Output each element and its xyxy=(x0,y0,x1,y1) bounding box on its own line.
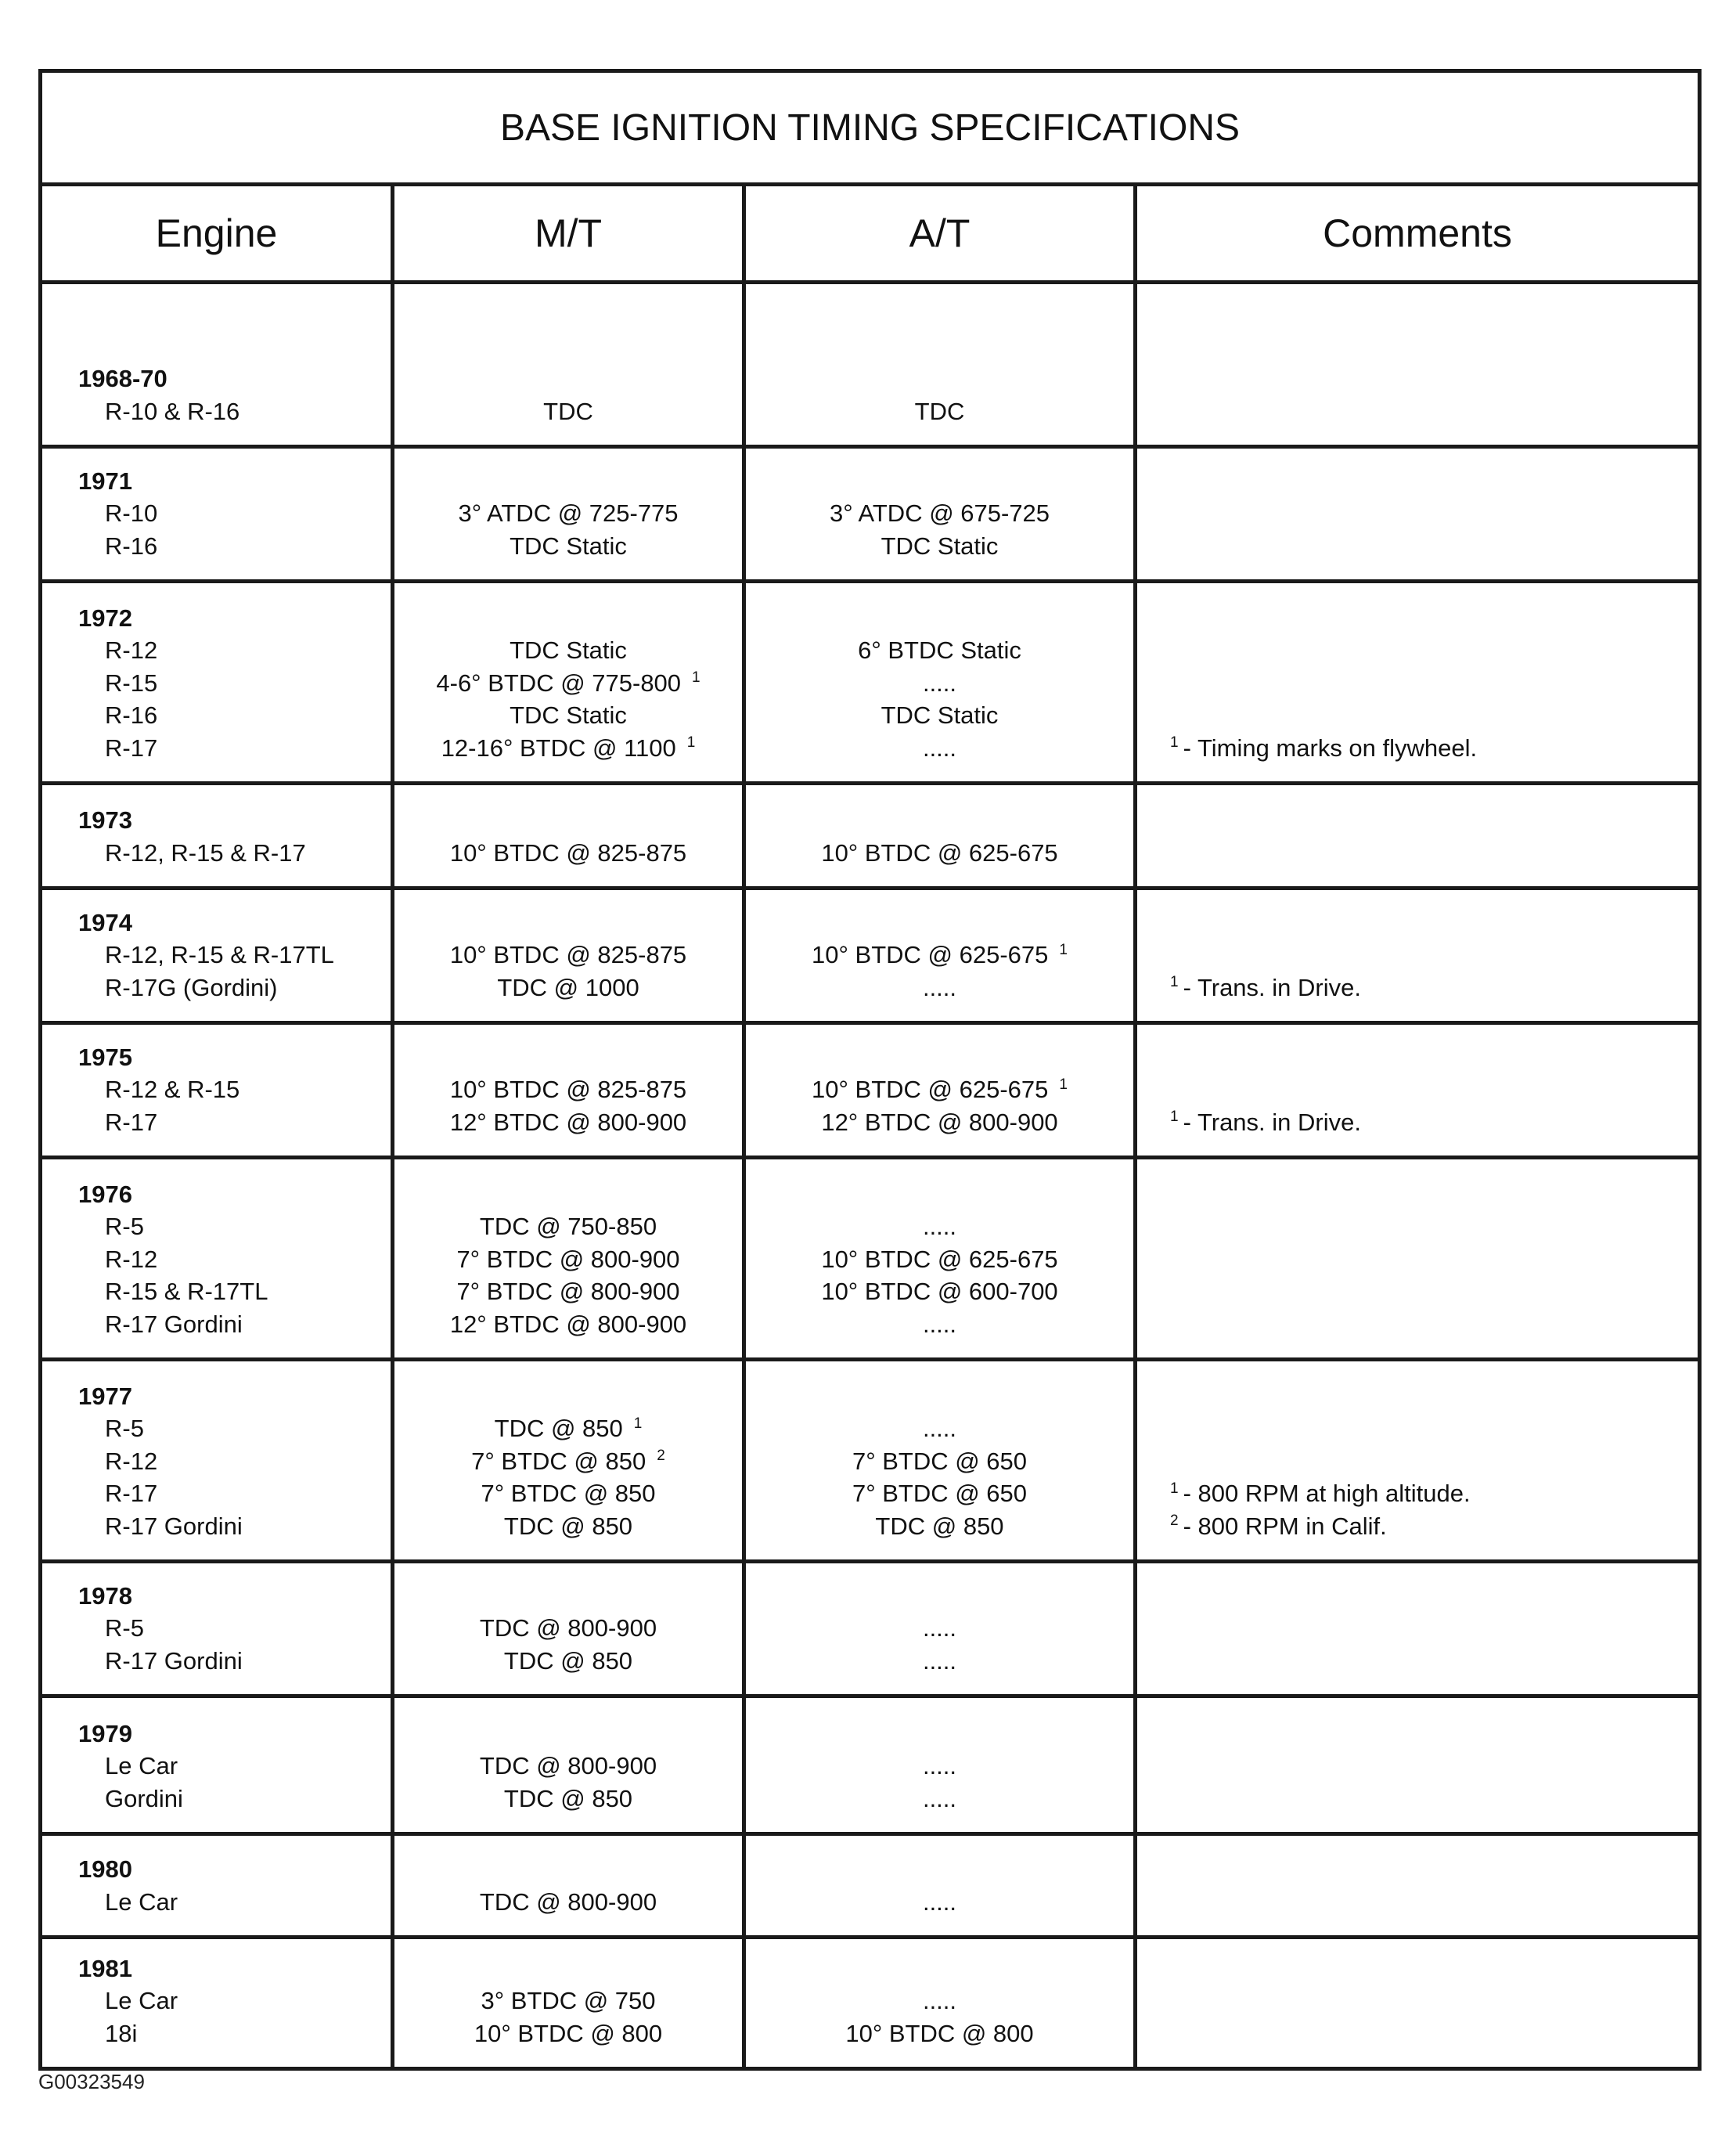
engine-year: 1968-70 xyxy=(78,365,167,392)
mt-value-text: 10° BTDC @ 825-875 xyxy=(449,1076,687,1103)
mt-value xyxy=(394,972,742,1004)
at-value-text: 10° BTDC @ 600-700 xyxy=(821,1278,1058,1305)
engine-cell xyxy=(41,889,393,1023)
mt-value xyxy=(394,634,742,667)
comments-cell xyxy=(1136,447,1700,582)
table-row xyxy=(41,1938,1700,2069)
at-value-text: 7° BTDC @ 650 xyxy=(852,1480,1028,1507)
comments-cell xyxy=(1136,1023,1700,1158)
footnote-marker: 1 xyxy=(633,1415,643,1432)
mt-value-text: TDC @ 800-900 xyxy=(479,1614,657,1642)
mt-value-text: 3° ATDC @ 725-775 xyxy=(458,499,679,527)
at-value-text: ..... xyxy=(922,734,957,762)
mt-value xyxy=(394,2017,742,2050)
mt-value-text: 12-16° BTDC @ 1100 xyxy=(441,734,676,762)
footnote-marker: 1 xyxy=(1059,1076,1068,1093)
at-value-text: 7° BTDC @ 650 xyxy=(852,1447,1028,1475)
at-value xyxy=(746,530,1133,563)
at-cell xyxy=(744,447,1136,582)
mt-cell xyxy=(393,283,744,447)
footnote-marker: 1 xyxy=(1170,974,1179,991)
engine-model: Gordini xyxy=(105,1784,183,1812)
at-value-text: TDC @ 850 xyxy=(875,1512,1004,1540)
engine-year: 1973 xyxy=(78,806,132,834)
comment-text: - Trans. in Drive. xyxy=(1183,1108,1361,1136)
mt-cell xyxy=(393,1938,744,2069)
mt-value xyxy=(394,1477,742,1510)
mt-value xyxy=(394,1073,742,1106)
table-row xyxy=(41,1158,1700,1360)
at-value xyxy=(746,1210,1133,1243)
at-value-text: ..... xyxy=(922,1614,957,1642)
at-value-text: 10° BTDC @ 625-675 xyxy=(821,1245,1058,1273)
comments-cell xyxy=(1136,582,1700,784)
at-value-text: ..... xyxy=(922,669,957,697)
at-value xyxy=(746,667,1133,700)
table-title: BASE IGNITION TIMING SPECIFICATIONS xyxy=(41,71,1700,185)
mt-cell xyxy=(393,447,744,582)
mt-value-text: 10° BTDC @ 800 xyxy=(474,2019,663,2047)
at-value xyxy=(746,497,1133,530)
at-value-text: 10° BTDC @ 625-675 xyxy=(812,1076,1049,1103)
at-cell xyxy=(744,889,1136,1023)
engine-year: 1972 xyxy=(78,604,132,632)
comments-cell xyxy=(1136,1562,1700,1696)
figure-code: G00323549 xyxy=(38,2070,145,2093)
engine-cell xyxy=(41,447,393,582)
engine-cell xyxy=(41,1696,393,1834)
at-value-text: ..... xyxy=(922,973,957,1001)
at-value-text: ..... xyxy=(922,1887,957,1916)
at-value xyxy=(746,634,1133,667)
at-value xyxy=(746,972,1133,1004)
engine-model: R-17 xyxy=(105,734,158,762)
mt-value-text: TDC @ 750-850 xyxy=(479,1213,657,1240)
engine-year: 1979 xyxy=(78,1719,132,1747)
at-value xyxy=(746,1275,1133,1308)
engine-year: 1978 xyxy=(78,1581,132,1610)
ignition-timing-table xyxy=(38,69,1702,2071)
table-row xyxy=(41,784,1700,889)
engine-cell xyxy=(41,283,393,447)
footnote-marker: 1 xyxy=(1170,734,1179,752)
at-value xyxy=(746,939,1133,972)
at-cell xyxy=(744,1023,1136,1158)
at-value xyxy=(746,2017,1133,2050)
engine-cell xyxy=(41,1834,393,1938)
mt-value-text: 7° BTDC @ 800-900 xyxy=(456,1245,680,1273)
engine-year: 1974 xyxy=(78,908,132,936)
at-value-text: 6° BTDC Static xyxy=(858,636,1021,664)
engine-model: R-16 xyxy=(105,532,158,560)
header-mt: M/T xyxy=(393,185,744,283)
at-value-text: ..... xyxy=(922,1415,957,1442)
table-row xyxy=(41,1360,1700,1562)
engine-model: R-12 xyxy=(105,1447,158,1475)
engine-model: R-12 & R-15 xyxy=(105,1076,240,1103)
at-value-text: ..... xyxy=(922,1213,957,1240)
mt-value xyxy=(394,1645,742,1678)
footnote-marker: 2 xyxy=(657,1448,665,1465)
at-value xyxy=(746,1445,1133,1478)
engine-model: R-12, R-15 & R-17 xyxy=(105,838,306,867)
at-value xyxy=(746,699,1133,732)
engine-model: Le Car xyxy=(105,1987,178,2014)
comment-text: - Timing marks on flywheel. xyxy=(1183,734,1478,762)
engine-model: R-17 Gordini xyxy=(105,1646,243,1675)
at-value-text: TDC Static xyxy=(881,701,999,729)
header-engine: Engine xyxy=(41,185,393,283)
at-value-text: 10° BTDC @ 625-675 xyxy=(821,838,1058,867)
mt-cell xyxy=(393,1696,744,1834)
engine-model: R-17 Gordini xyxy=(105,1512,243,1540)
mt-value-text: 7° BTDC @ 850 xyxy=(481,1480,656,1507)
engine-model: R-15 & R-17TL xyxy=(105,1278,268,1305)
engine-model: Le Car xyxy=(105,1752,178,1779)
comment-line xyxy=(1170,1510,1698,1543)
comment-line xyxy=(1170,1477,1698,1510)
at-value xyxy=(746,837,1133,870)
mt-value-text: TDC Static xyxy=(510,701,627,729)
at-cell xyxy=(744,1834,1136,1938)
header-at: A/T xyxy=(744,185,1136,283)
mt-value xyxy=(394,1750,742,1783)
at-value-text: TDC Static xyxy=(881,532,999,560)
engine-model: R-12 xyxy=(105,1245,158,1273)
comment-line xyxy=(1170,1106,1698,1139)
comment-line xyxy=(1170,732,1698,765)
mt-value-text: TDC @ 800-900 xyxy=(479,1752,657,1779)
mt-cell xyxy=(393,1023,744,1158)
mt-value-text: 10° BTDC @ 825-875 xyxy=(449,941,687,968)
engine-model: R-17G (Gordini) xyxy=(105,973,278,1001)
at-value-text: ..... xyxy=(922,1646,957,1675)
comments-cell xyxy=(1136,1360,1700,1562)
mt-value-text: 3° BTDC @ 750 xyxy=(481,1987,656,2014)
table-row xyxy=(41,1834,1700,1938)
mt-value xyxy=(394,1308,742,1341)
at-value xyxy=(746,1308,1133,1341)
table-row xyxy=(41,1023,1700,1158)
at-value xyxy=(746,1645,1133,1678)
comments-cell xyxy=(1136,889,1700,1023)
at-value-text: 12° BTDC @ 800-900 xyxy=(821,1108,1058,1136)
at-value-text: 10° BTDC @ 625-675 xyxy=(812,941,1049,968)
mt-value-text: 7° BTDC @ 850 xyxy=(471,1447,646,1475)
at-cell xyxy=(744,1158,1136,1360)
at-value-text: 10° BTDC @ 800 xyxy=(845,2019,1034,2047)
header-row xyxy=(41,185,1700,283)
at-cell xyxy=(744,1562,1136,1696)
engine-model: 18i xyxy=(105,2019,138,2047)
engine-model: R-10 xyxy=(105,499,158,527)
comment-line xyxy=(1170,972,1698,1004)
at-cell xyxy=(744,283,1136,447)
mt-value-text: TDC @ 850 xyxy=(503,1646,633,1675)
engine-model: Le Car xyxy=(105,1887,178,1916)
at-cell xyxy=(744,1696,1136,1834)
engine-model: R-16 xyxy=(105,701,158,729)
footnote-marker: 1 xyxy=(692,669,700,687)
comments-cell xyxy=(1136,1696,1700,1834)
engine-cell xyxy=(41,1562,393,1696)
mt-value xyxy=(394,395,742,428)
mt-value-text: TDC @ 800-900 xyxy=(479,1887,657,1916)
table-row xyxy=(41,889,1700,1023)
at-value xyxy=(746,395,1133,428)
mt-value-text: 10° BTDC @ 825-875 xyxy=(449,838,687,867)
engine-cell xyxy=(41,1938,393,2069)
engine-cell xyxy=(41,784,393,889)
engine-cell xyxy=(41,1158,393,1360)
mt-value-text: 12° BTDC @ 800-900 xyxy=(449,1310,687,1338)
mt-value-text: TDC xyxy=(543,397,593,425)
mt-value xyxy=(394,1210,742,1243)
mt-value xyxy=(394,1510,742,1543)
engine-model: R-17 xyxy=(105,1480,158,1507)
comment-text: - 800 RPM at high altitude. xyxy=(1183,1480,1471,1507)
engine-cell xyxy=(41,1023,393,1158)
engine-model: R-10 & R-16 xyxy=(105,397,240,425)
mt-value xyxy=(394,1985,742,2017)
engine-model: R-17 Gordini xyxy=(105,1310,243,1338)
footnote-marker: 1 xyxy=(686,734,696,752)
engine-model: R-5 xyxy=(105,1415,144,1442)
table-row xyxy=(41,447,1700,582)
engine-year: 1981 xyxy=(78,1954,132,1982)
mt-value-text: TDC @ 850 xyxy=(494,1415,623,1442)
at-value xyxy=(746,1985,1133,2017)
mt-value xyxy=(394,837,742,870)
at-value xyxy=(746,1073,1133,1106)
engine-year: 1980 xyxy=(78,1855,132,1883)
mt-cell xyxy=(393,1834,744,1938)
mt-value xyxy=(394,1886,742,1919)
at-value xyxy=(746,1510,1133,1543)
mt-cell xyxy=(393,1360,744,1562)
mt-value xyxy=(394,939,742,972)
comment-text: - 800 RPM in Calif. xyxy=(1183,1512,1387,1540)
mt-value-text: TDC Static xyxy=(510,636,627,664)
at-value-text: 3° ATDC @ 675-725 xyxy=(829,499,1050,527)
engine-year: 1975 xyxy=(78,1043,132,1071)
mt-cell xyxy=(393,784,744,889)
mt-value-text: 7° BTDC @ 800-900 xyxy=(456,1278,680,1305)
at-cell xyxy=(744,784,1136,889)
mt-value-text: TDC @ 850 xyxy=(503,1784,633,1812)
engine-year: 1976 xyxy=(78,1180,132,1208)
at-cell xyxy=(744,1360,1136,1562)
at-value xyxy=(746,1612,1133,1645)
table-row xyxy=(41,582,1700,784)
at-value xyxy=(746,1783,1133,1815)
at-value-text: ..... xyxy=(922,1987,957,2014)
at-value-text: ..... xyxy=(922,1784,957,1812)
table-body xyxy=(41,283,1700,2069)
at-value xyxy=(746,732,1133,765)
engine-year: 1971 xyxy=(78,467,132,495)
mt-value xyxy=(394,1106,742,1139)
mt-value-text: TDC @ 1000 xyxy=(497,973,639,1001)
mt-cell xyxy=(393,582,744,784)
mt-value xyxy=(394,699,742,732)
at-value xyxy=(746,1106,1133,1139)
mt-value-text: TDC Static xyxy=(510,532,627,560)
comments-cell xyxy=(1136,784,1700,889)
at-value xyxy=(746,1412,1133,1445)
title-row xyxy=(41,71,1700,185)
at-cell xyxy=(744,582,1136,784)
mt-cell xyxy=(393,1562,744,1696)
mt-cell xyxy=(393,889,744,1023)
engine-year: 1977 xyxy=(78,1382,132,1410)
table-row xyxy=(41,1696,1700,1834)
at-value xyxy=(746,1886,1133,1919)
mt-value xyxy=(394,1412,742,1445)
at-value xyxy=(746,1243,1133,1276)
engine-cell xyxy=(41,1360,393,1562)
comments-cell xyxy=(1136,1158,1700,1360)
at-cell xyxy=(744,1938,1136,2069)
at-value-text: TDC xyxy=(914,397,965,425)
engine-model: R-5 xyxy=(105,1614,144,1642)
mt-value xyxy=(394,732,742,765)
header-comments: Comments xyxy=(1136,185,1700,283)
footnote-marker: 1 xyxy=(1170,1109,1179,1126)
mt-value xyxy=(394,667,742,700)
at-value-text: ..... xyxy=(922,1752,957,1779)
mt-value xyxy=(394,497,742,530)
mt-value xyxy=(394,530,742,563)
comment-text: - Trans. in Drive. xyxy=(1183,973,1361,1001)
table-row xyxy=(41,283,1700,447)
mt-value-text: 12° BTDC @ 800-900 xyxy=(449,1108,687,1136)
footnote-marker: 1 xyxy=(1170,1480,1179,1497)
at-value-text: ..... xyxy=(922,1310,957,1338)
engine-cell xyxy=(41,582,393,784)
footnote-marker: 1 xyxy=(1059,941,1068,958)
mt-value-text: 4-6° BTDC @ 775-800 xyxy=(436,669,682,697)
mt-value xyxy=(394,1612,742,1645)
mt-value xyxy=(394,1783,742,1815)
table-row xyxy=(41,1562,1700,1696)
engine-model: R-5 xyxy=(105,1213,144,1240)
mt-value xyxy=(394,1275,742,1308)
mt-cell xyxy=(393,1158,744,1360)
engine-model: R-12 xyxy=(105,636,158,664)
footnote-marker: 2 xyxy=(1170,1512,1179,1530)
engine-model: R-17 xyxy=(105,1108,158,1136)
engine-model: R-15 xyxy=(105,669,158,697)
engine-model: R-12, R-15 & R-17TL xyxy=(105,941,334,968)
at-value xyxy=(746,1750,1133,1783)
mt-value xyxy=(394,1445,742,1478)
comments-cell xyxy=(1136,1938,1700,2069)
comments-cell xyxy=(1136,1834,1700,1938)
at-value xyxy=(746,1477,1133,1510)
mt-value xyxy=(394,1243,742,1276)
comments-cell xyxy=(1136,283,1700,447)
mt-value-text: TDC @ 850 xyxy=(503,1512,633,1540)
